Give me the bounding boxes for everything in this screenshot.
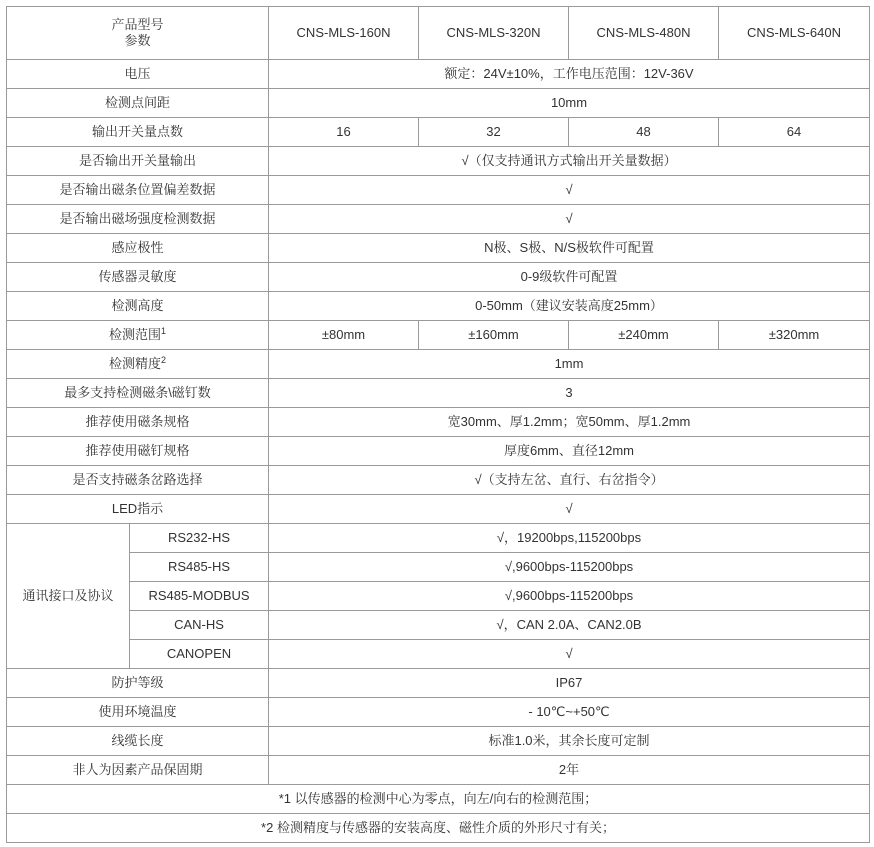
footnote-1: *1 以传感器的检测中心为零点，向左/向右的检测范围； bbox=[7, 785, 870, 814]
row-value: 2年 bbox=[269, 756, 870, 785]
row-voltage bbox=[7, 60, 870, 89]
row-label: LED指示 bbox=[7, 495, 269, 524]
row-cable bbox=[7, 727, 870, 756]
row-value: ±160mm bbox=[419, 321, 569, 350]
row-value: - 10℃~+50℃ bbox=[269, 698, 870, 727]
comm-interface-value: √，CAN 2.0A、CAN2.0B bbox=[269, 611, 870, 640]
comm-interface-name: CANOPEN bbox=[130, 640, 269, 669]
header-model: CNS-MLS-640N bbox=[719, 7, 870, 60]
header-model: CNS-MLS-160N bbox=[269, 7, 419, 60]
row-comm bbox=[7, 524, 870, 553]
row-value: 48 bbox=[569, 118, 719, 147]
row-label: 电压 bbox=[7, 60, 269, 89]
row-value: N极、S极、N/S极软件可配置 bbox=[269, 234, 870, 263]
row-accuracy bbox=[7, 350, 870, 379]
row-height bbox=[7, 292, 870, 321]
row-led bbox=[7, 495, 870, 524]
row-range bbox=[7, 321, 870, 350]
row-nail-spec bbox=[7, 437, 870, 466]
row-value: 1mm bbox=[269, 350, 870, 379]
row-label: 检测高度 bbox=[7, 292, 269, 321]
comm-interface-value: √,9600bps-115200bps bbox=[269, 582, 870, 611]
row-fork bbox=[7, 466, 870, 495]
row-value: 10mm bbox=[269, 89, 870, 118]
row-value: √（仅支持通讯方式输出开关量数据） bbox=[269, 147, 870, 176]
row-protection bbox=[7, 669, 870, 698]
row-comm bbox=[7, 640, 870, 669]
row-note bbox=[7, 785, 870, 814]
footnote-marker: 1 bbox=[161, 326, 167, 336]
row-max-tracks bbox=[7, 379, 870, 408]
header-model: CNS-MLS-320N bbox=[419, 7, 569, 60]
row-label: 推荐使用磁钉规格 bbox=[7, 437, 269, 466]
row-value: 额定：24V±10%，工作电压范围：12V-36V bbox=[269, 60, 870, 89]
row-value: √ bbox=[269, 205, 870, 234]
row-value: ±240mm bbox=[569, 321, 719, 350]
row-temperature bbox=[7, 698, 870, 727]
comm-interface-value: √,9600bps-115200bps bbox=[269, 553, 870, 582]
row-value: 厚度6mm、直径12mm bbox=[269, 437, 870, 466]
row-value: ±80mm bbox=[269, 321, 419, 350]
row-comm bbox=[7, 582, 870, 611]
row-label: 非人为因素产品保固期 bbox=[7, 756, 269, 785]
row-value: √ bbox=[269, 176, 870, 205]
row-label-cell bbox=[7, 350, 269, 379]
comm-interface-name: CAN-HS bbox=[130, 611, 269, 640]
row-polarity bbox=[7, 234, 870, 263]
row-spacing bbox=[7, 89, 870, 118]
row-label: 是否支持磁条岔路选择 bbox=[7, 466, 269, 495]
row-label: 线缆长度 bbox=[7, 727, 269, 756]
row-value: √ bbox=[269, 495, 870, 524]
footnote-marker: 2 bbox=[161, 355, 167, 365]
row-warranty bbox=[7, 756, 870, 785]
row-value: 16 bbox=[269, 118, 419, 147]
row-comm bbox=[7, 611, 870, 640]
row-label: 输出开关量点数 bbox=[7, 118, 269, 147]
row-value: IP67 bbox=[269, 669, 870, 698]
row-switch-points bbox=[7, 118, 870, 147]
row-offset-output bbox=[7, 176, 870, 205]
header-label-model: 产品型号 bbox=[111, 17, 164, 32]
row-sensitivity bbox=[7, 263, 870, 292]
row-value: 64 bbox=[719, 118, 870, 147]
row-value: √（支持左岔、直行、右岔指令） bbox=[269, 466, 870, 495]
header-model: CNS-MLS-480N bbox=[569, 7, 719, 60]
row-value: 32 bbox=[419, 118, 569, 147]
comm-interface-name: RS232-HS bbox=[130, 524, 269, 553]
comm-interface-value: √ bbox=[269, 640, 870, 669]
comm-interface-name: RS485-MODBUS bbox=[130, 582, 269, 611]
row-label: 是否输出磁条位置偏差数据 bbox=[7, 176, 269, 205]
row-value: 标准1.0米，其余长度可定制 bbox=[269, 727, 870, 756]
row-label: 检测点间距 bbox=[7, 89, 269, 118]
comm-group-label: 通讯接口及协议 bbox=[7, 524, 130, 669]
row-value: 0-50mm（建议安装高度25mm） bbox=[269, 292, 870, 321]
row-field-output bbox=[7, 205, 870, 234]
row-value: 0-9级软件可配置 bbox=[269, 263, 870, 292]
row-label: 传感器灵敏度 bbox=[7, 263, 269, 292]
header-label-cell bbox=[7, 7, 269, 60]
header-row bbox=[7, 7, 870, 60]
row-label: 是否输出磁场强度检测数据 bbox=[7, 205, 269, 234]
spec-table bbox=[6, 6, 870, 843]
row-label: 检测范围 bbox=[108, 327, 161, 342]
footnote-2: *2 检测精度与传感器的安装高度、磁性介质的外形尺寸有关； bbox=[7, 814, 870, 843]
row-switch-output bbox=[7, 147, 870, 176]
row-value: ±320mm bbox=[719, 321, 870, 350]
row-comm bbox=[7, 553, 870, 582]
row-label: 使用环境温度 bbox=[7, 698, 269, 727]
header-label-params: 参数 bbox=[124, 33, 151, 48]
row-label: 最多支持检测磁条\磁钉数 bbox=[7, 379, 269, 408]
row-label: 是否输出开关量输出 bbox=[7, 147, 269, 176]
comm-interface-value: √，19200bps,115200bps bbox=[269, 524, 870, 553]
row-label: 感应极性 bbox=[7, 234, 269, 263]
row-label: 检测精度 bbox=[108, 356, 161, 371]
row-label: 推荐使用磁条规格 bbox=[7, 408, 269, 437]
row-label-cell bbox=[7, 321, 269, 350]
row-strip-spec bbox=[7, 408, 870, 437]
row-label: 防护等级 bbox=[7, 669, 269, 698]
comm-interface-name: RS485-HS bbox=[130, 553, 269, 582]
row-value: 宽30mm、厚1.2mm；宽50mm、厚1.2mm bbox=[269, 408, 870, 437]
row-note bbox=[7, 814, 870, 843]
row-value: 3 bbox=[269, 379, 870, 408]
